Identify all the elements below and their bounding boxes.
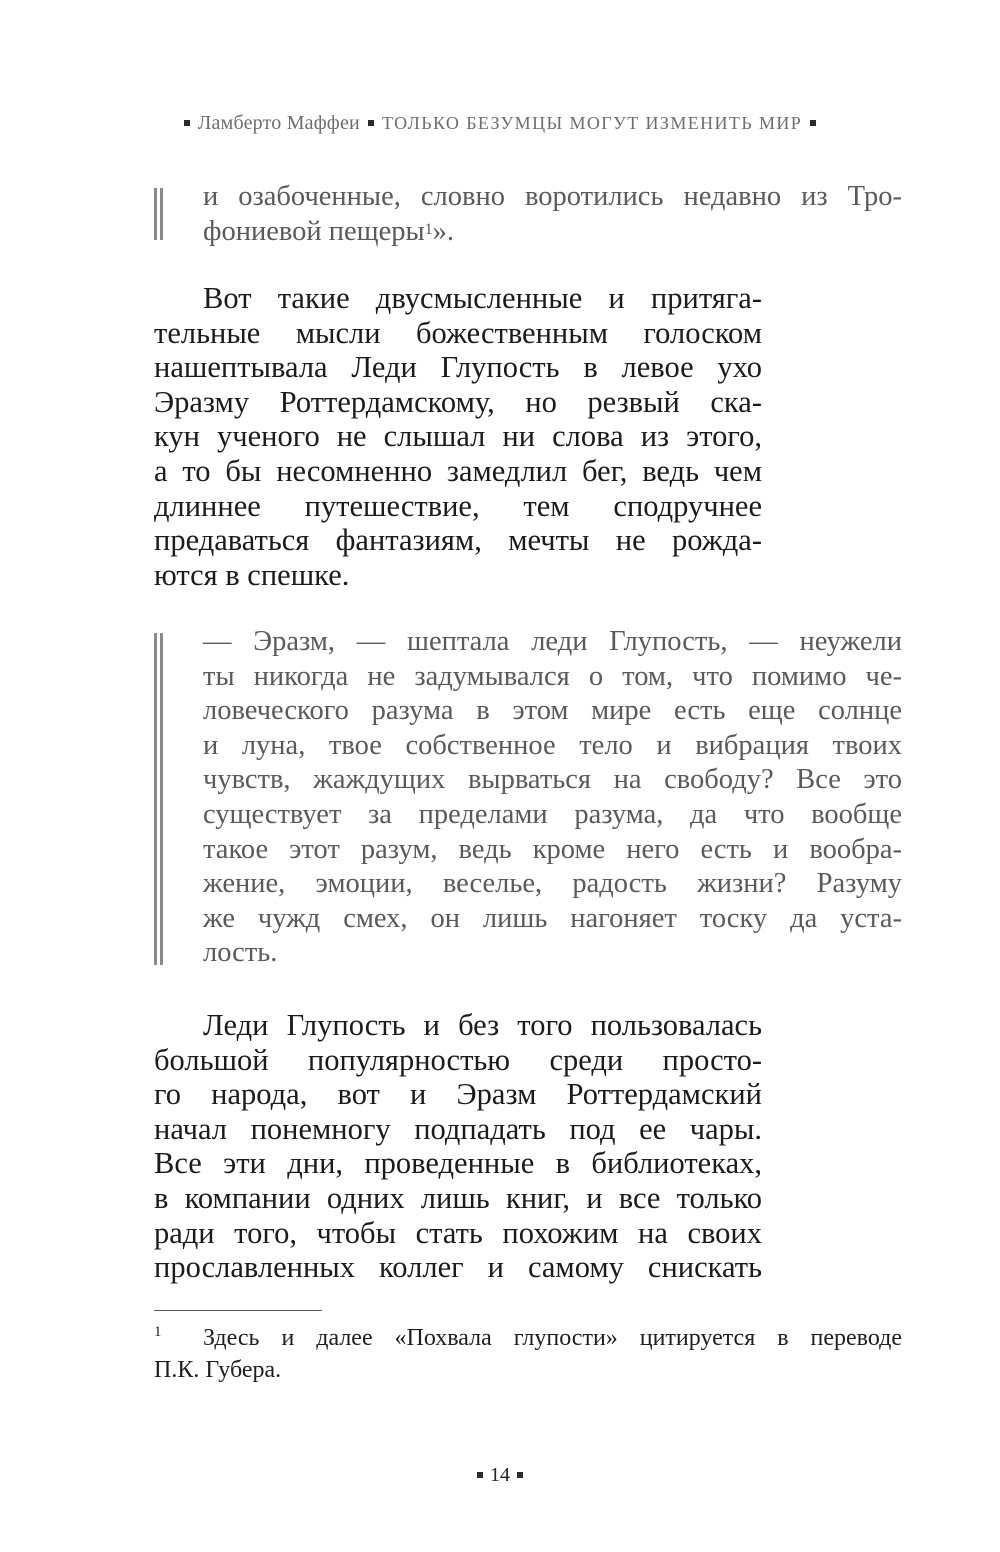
paragraph-line: Эразму Роттердамскому, но резвый ска-: [154, 384, 762, 419]
paragraph-line: Вот такие двусмысленные и притяга-: [203, 281, 762, 315]
quote-line: — Эразм, — шептала леди Глупость, — неужели: [203, 626, 902, 657]
quote-text: [203, 180, 902, 249]
paragraph-line: кун ученого не слышал ни слова из этого,: [154, 419, 762, 454]
footnote-mark: 1: [154, 1324, 162, 1340]
quote-line: существует за пределами разума, да что вообще: [203, 798, 902, 830]
running-header: [0, 112, 1000, 135]
bullet-square-icon: [810, 120, 816, 126]
quote-line: лость.: [203, 937, 278, 969]
quote-line: жение, эмоции, веселье, радость жизни? Разуму: [203, 868, 902, 900]
paragraph-line: длиннее путешествие, тем сподручнее: [154, 488, 762, 523]
paragraph-line: большой популярностью среди просто-: [154, 1042, 762, 1077]
paragraph-line: ются в спешке.: [154, 557, 350, 592]
body-paragraph-1: [154, 281, 762, 592]
paragraph-line: тельные мысли божественным голоском: [154, 315, 762, 350]
body-paragraph-2: [154, 1008, 762, 1285]
header-book-title: ТОЛЬКО БЕЗУМЦЫ МОГУТ ИЗМЕНИТЬ МИР: [381, 113, 803, 133]
quote-line: ловеческого разума в этом мире есть еще солнце: [203, 695, 902, 727]
bullet-square-icon: [184, 120, 190, 126]
page-number: [0, 1464, 1000, 1487]
quote-line-text: фониевой пещеры: [203, 215, 425, 247]
footnote-reference[interactable]: 1: [424, 220, 433, 238]
footnote-line: П.К. Губера.: [154, 1357, 282, 1383]
quote-line: такое этот разум, ведь кроме него есть и вообра-: [203, 833, 902, 865]
footnote-divider: [154, 1310, 322, 1311]
bullet-square-icon: [368, 120, 374, 126]
quote-double-rule: [154, 188, 164, 240]
paragraph-line: Все эти дни, проведенные в библиотеках,: [154, 1146, 762, 1181]
paragraph-line: предаваться фантазиям, мечты не рожда-: [154, 523, 762, 558]
footnote-line: Здесь и далее «Похвала глупости» цитируется в переводе: [203, 1325, 902, 1351]
quote-line: же чужд смех, он лишь нагоняет тоску да уста-: [203, 902, 902, 934]
paragraph-line: го народа, вот и Эразм Роттердамский: [154, 1077, 762, 1112]
quote-line: [203, 215, 902, 250]
quote-line: и озабоченные, словно воротились недавно из Тро-: [203, 181, 902, 212]
quote-line: и луна, твое собственное тело и вибрация твоих: [203, 729, 902, 761]
paragraph-line: в компании одних лишь книг, и все только: [154, 1180, 762, 1215]
paragraph-line: нашептывала Леди Глупость в левое ухо: [154, 350, 762, 385]
bullet-square-icon: [517, 1472, 523, 1478]
header-author: Ламберто Маффеи: [197, 112, 360, 134]
quote-double-rule: [154, 633, 164, 965]
paragraph-line: а то бы несомненно замедлил бег, ведь чем: [154, 453, 762, 488]
paragraph-line: прославленных коллег и самому снискать: [154, 1250, 762, 1285]
page-number-value: 14: [490, 1464, 510, 1486]
paragraph-line: Леди Глупость и без того пользовалась: [203, 1008, 762, 1042]
bullet-square-icon: [477, 1472, 483, 1478]
quote-line-tail: ».: [432, 215, 455, 247]
paragraph-line: начал понемногу подпадать под ее чары.: [154, 1111, 762, 1146]
paragraph-line: ради того, чтобы стать похожим на своих: [154, 1215, 762, 1250]
quote-line: ты никогда не задумывался о том, что помимо че-: [203, 660, 902, 692]
quote-text: [203, 625, 902, 971]
footnote-text: [154, 1322, 902, 1386]
quote-line: чувств, жаждущих вырваться на свободу? Все это: [203, 764, 902, 796]
